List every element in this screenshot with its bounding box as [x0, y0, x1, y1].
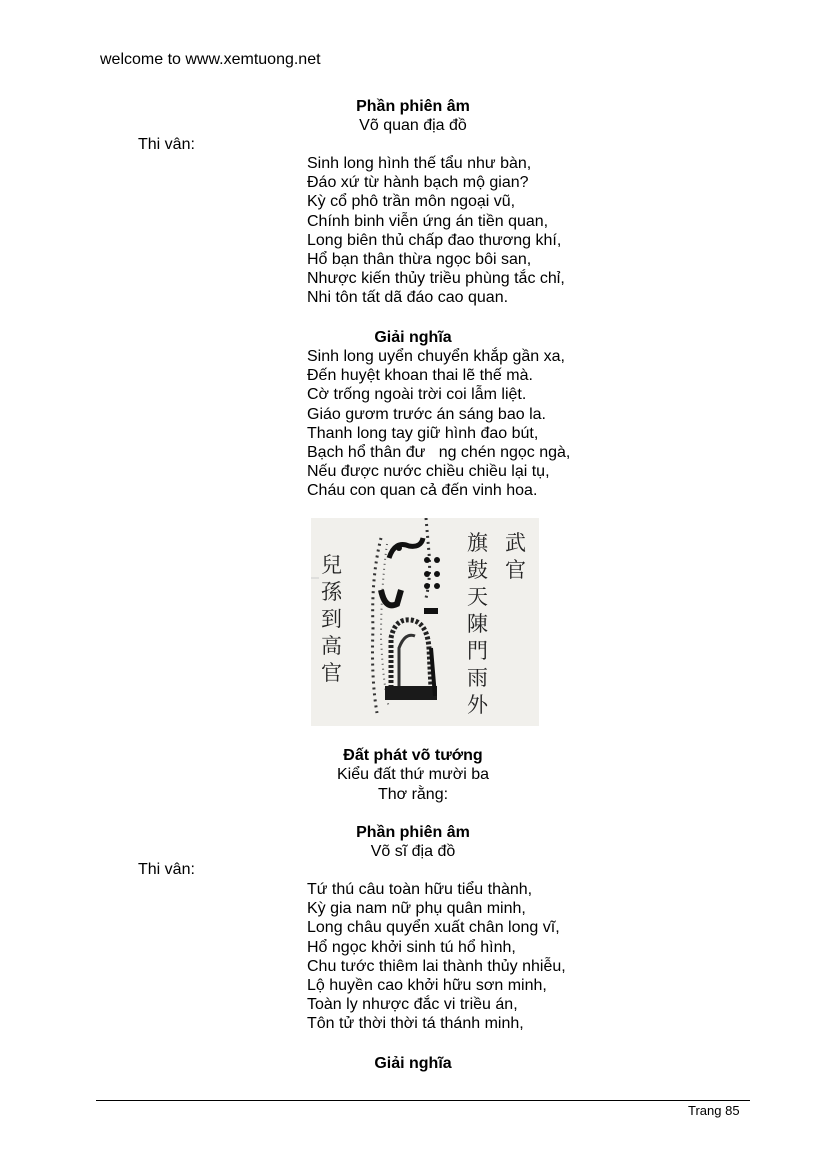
poem-line: Nhi tôn tất dã đáo cao quan. [307, 289, 509, 307]
translation-line: Bạch hổ thân đư ng chén ngọc ngà, [307, 444, 571, 462]
poem-line: Tứ thú câu toàn hữu tiểu thành, [307, 881, 533, 898]
land-subtitle: Kiểu đất thứ mười ba [337, 766, 489, 783]
section-heading-giai-nghia: Giải nghĩa [374, 329, 452, 346]
section-heading-phien-am: Phần phiên âm [356, 824, 470, 841]
thi-van-label: Thi vân: [138, 861, 195, 878]
poem-line: Lộ huyền cao khởi hữu sơn minh, [307, 977, 547, 995]
land-title: Đất phát võ tướng [343, 747, 483, 764]
figure-caption-middle: 旗鼓天陳門雨外 [467, 531, 488, 717]
translation-line: Nếu được nước chiều chiều lại tụ, [307, 463, 550, 481]
poem-line: Kỳ cổ phô trần môn ngoại vũ, [307, 193, 516, 211]
feng-shui-map-figure [311, 518, 539, 726]
poem-line: Kỳ gia nam nữ phụ quân minh, [307, 900, 526, 918]
poem-line: Hổ bạn thân thừa ngọc bôi san, [307, 251, 532, 269]
poem-line: Nhược kiến thủy triều phùng tắc chỉ, [307, 270, 565, 288]
translation-line: Cháu con quan cả đến vinh hoa. [307, 482, 538, 500]
poem-line: Sinh long hình thế tẩu như bàn, [307, 155, 532, 172]
thi-van-label: Thi vân: [138, 136, 195, 153]
poem-line: Đáo xứ từ hành bạch mộ gian? [307, 174, 529, 192]
poem-line: Hổ ngọc khởi sinh tú hổ hình, [307, 938, 516, 956]
poem-line: Toàn ly nhược đắc vi triều án, [307, 996, 518, 1014]
poem-block [307, 154, 565, 308]
poem-block [307, 880, 566, 1034]
poem-line: Long châu quyển xuất chân long vĩ, [307, 919, 560, 937]
poem-line: Long biên thủ chấp đao thương khí, [307, 231, 562, 249]
poem-line: Chính binh viễn ứng án tiền quan, [307, 212, 549, 230]
poem-intro: Thơ rằng: [377, 786, 449, 803]
page-number: Trang 85 [688, 1103, 740, 1118]
section-heading-phien-am: Phần phiên âm [356, 98, 470, 115]
section-subtitle: Võ quan địa đồ [359, 117, 467, 134]
section-subtitle: Võ sĩ địa đồ [370, 843, 456, 860]
footer-divider [96, 1100, 750, 1101]
translation-line: Thanh long tay giữ hình đao bút, [307, 424, 539, 442]
section-heading-giai-nghia: Giải nghĩa [374, 1055, 452, 1072]
figure-caption-right: 武官 [505, 531, 526, 582]
figure-caption-left: 兒孫到高官 [321, 553, 342, 685]
site-header: welcome to www.xemtuong.net [100, 51, 321, 68]
translation-block [307, 347, 570, 501]
translation-line: Giáo gươm trước án sáng bao la. [307, 405, 546, 423]
poem-line: Tôn tử thời thời tá thánh minh, [307, 1015, 524, 1033]
poem-line: Chu tước thiêm lai thành thủy nhiễu, [307, 957, 566, 975]
translation-line: Cờ trống ngoài trời coi lẫm liệt. [307, 386, 527, 404]
translation-line: Sinh long uyển chuyển khắp gần xa, [307, 348, 565, 365]
translation-line: Đến huyệt khoan thai lẽ thế mà. [307, 367, 533, 385]
